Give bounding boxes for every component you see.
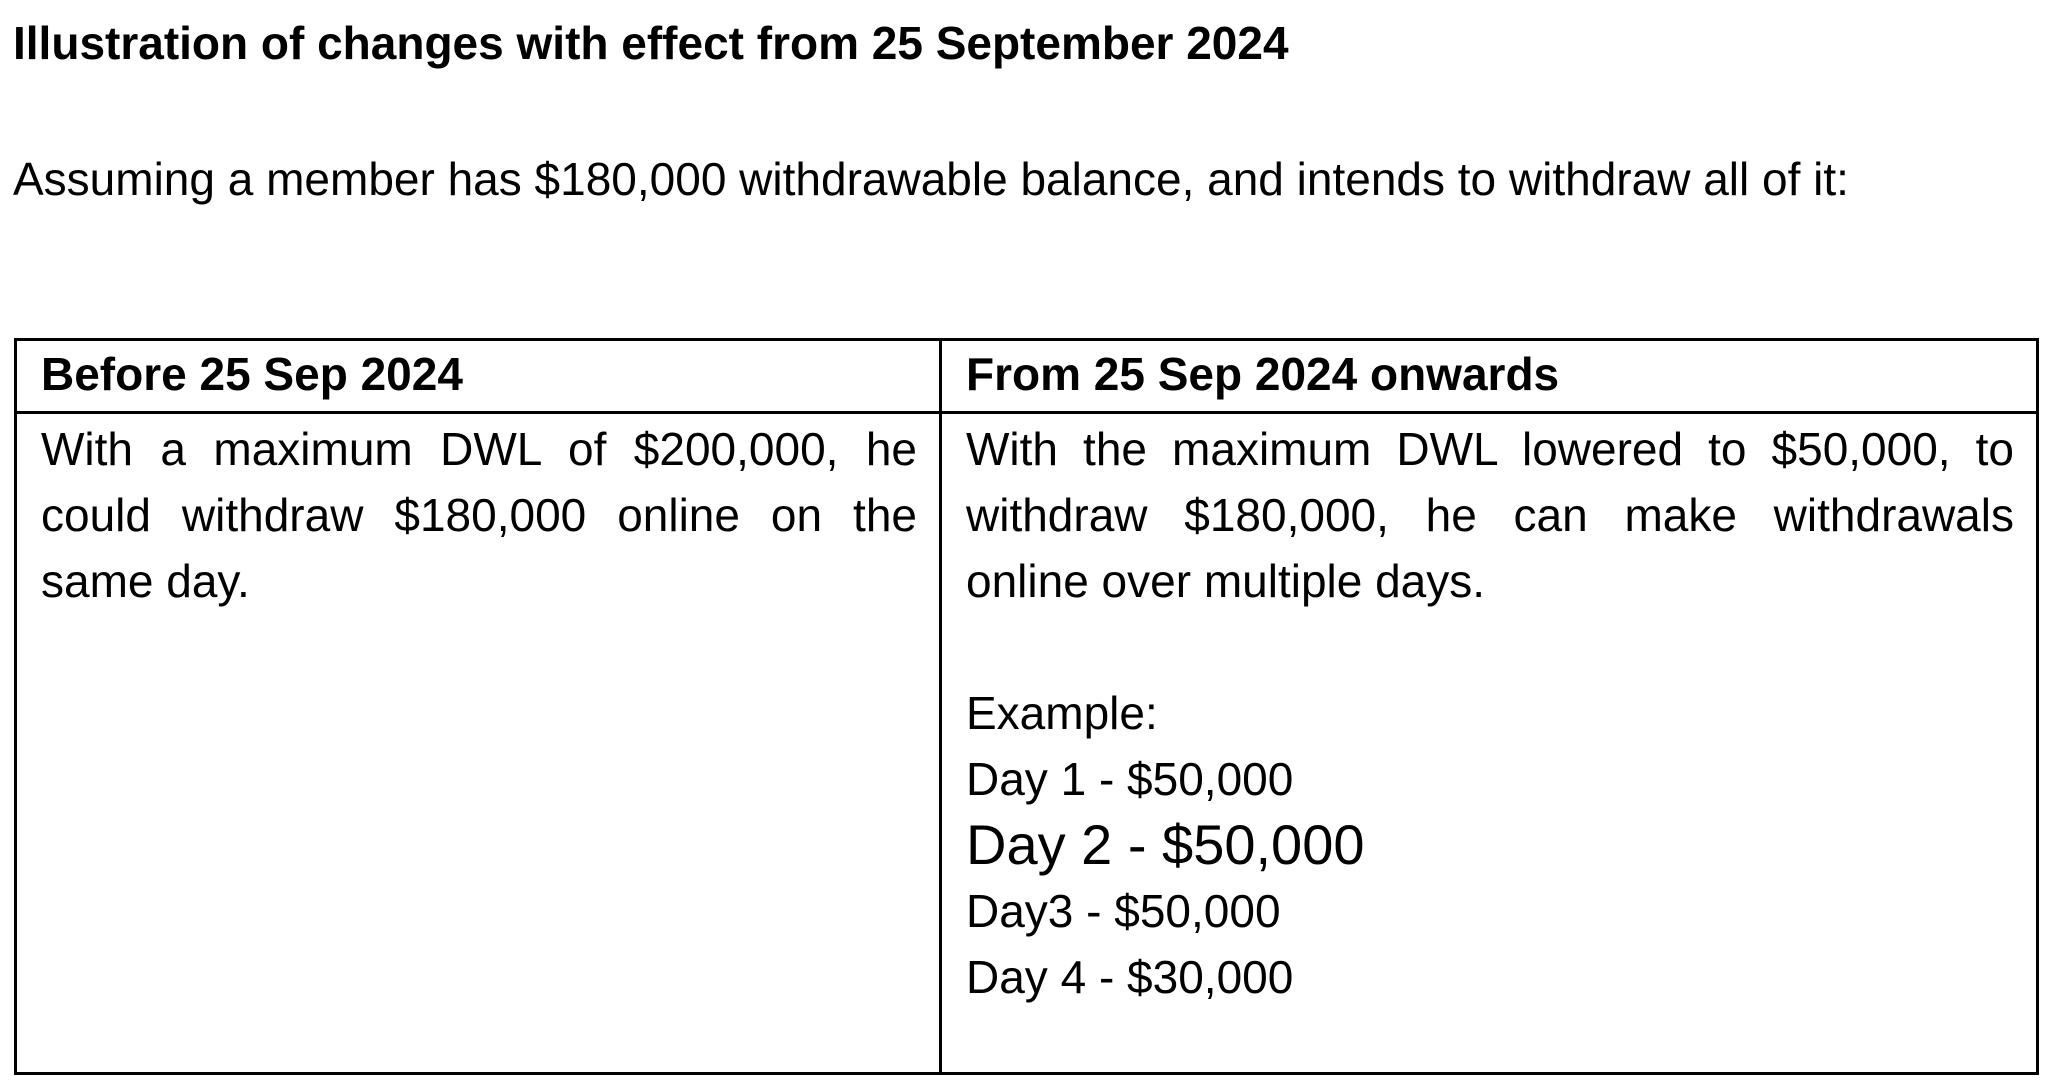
example-day-2: Day 2 - $50,000 — [966, 813, 1365, 876]
table-row — [16, 413, 2038, 1074]
table-header-row — [16, 340, 2038, 413]
example-day-1: Day 1 - $50,000 — [966, 753, 1294, 805]
cell-before — [16, 413, 941, 1074]
example-day-3: Day3 - $50,000 — [966, 885, 1281, 937]
page-title: Illustration of changes with effect from 25 September 2024 — [13, 17, 1289, 69]
header-before: Before 25 Sep 2024 — [16, 340, 941, 413]
comparison-table — [14, 338, 2039, 1075]
header-after: From 25 Sep 2024 onwards — [941, 340, 2038, 413]
example-block — [966, 680, 2014, 1010]
cell-after — [941, 413, 2038, 1074]
intro-paragraph: Assuming a member has $180,000 withdrawable balance, and intends to withdraw all of it: — [13, 153, 1849, 205]
example-label: Example: — [966, 687, 1158, 739]
after-description: With the maximum DWL lowered to $50,000, to withdraw $180,000, he can make withdrawals online over multiple days. — [966, 423, 2014, 607]
example-day-4: Day 4 - $30,000 — [966, 951, 1294, 1003]
before-description: With a maximum DWL of $200,000, he could withdraw $180,000 online on the same day. — [41, 423, 917, 607]
